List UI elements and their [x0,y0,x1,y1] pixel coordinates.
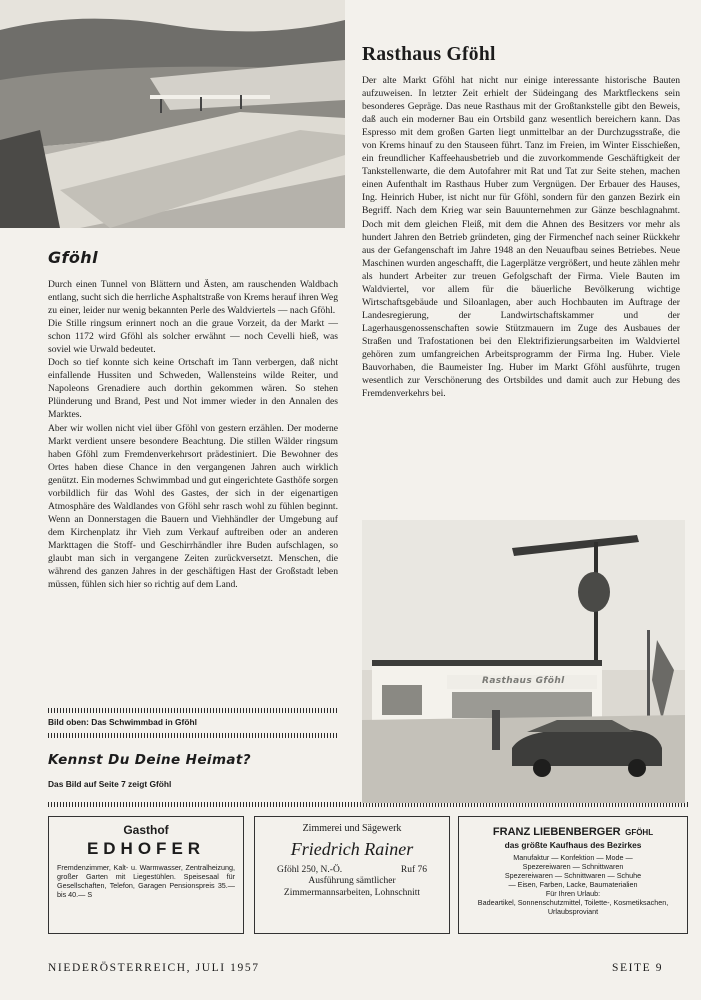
ad-edhofer-label: Gasthof [123,823,169,837]
heimat-title: Kennst Du Deine Heimat? [48,752,252,768]
gfoehl-paragraph-3: Doch so tief konnte sich keine Ortschaft im Tann verbergen, daß nicht einfallende Hussiten und Schweden, Wallensteins wilde Reiter, und Napoleons Grenadiere auch dorthin gekommen wären. So stehen Plünderung und Brand, Pest und Not immer wieder in den Annalen des Marktes. [48,357,338,421]
ad-rainer-text: Ausführung sämtlicher Zimmermannsarbeiten, Lohnschnitt [283,876,421,898]
photo-sign-text: Rasthaus Gföhl [482,676,565,686]
photo-swimming-pool [0,0,345,228]
ad-edhofer-name: EDHOFER [86,839,206,858]
ad-rainer-label: Zimmerei und Sägewerk [302,823,402,834]
ad-liebenberger-line1: Manufaktur — Konfektion — Mode — [513,853,633,862]
gfoehl-paragraph-2: Die Stille ringsum erinnert noch an die graue Vorzeit, da der Markt — schon 1172 wird Gföhl als solcher erwähnt — noch Cevelli hieß, was soviel wie Urwald bedeutet. [48,318,338,356]
rasthaus-title: Rasthaus Gföhl [362,44,496,65]
ad-rainer-phone: Ruf 76 [400,865,427,875]
divider-caption [48,708,338,713]
photo-caption: Bild oben: Das Schwimmbad in Gföhl [48,717,197,727]
ad-franz-liebenberger [458,816,688,934]
gfoehl-paragraph-4: Aber wir wollen nicht viel über Gföhl von gestern erzählen. Der moderne Markt verdient unsere besondere Beachtung. Die stillen Wälder ringsum haben Gföhl zum Fremdenverkehrsort prädestiniert. Die Bewohner des Ortes haben diese Chance in den vergangenen Jahren auch wirklich genützt. Ein modernes Schwimmbad und gut eingerichtete Gasthöfe sorgen vorbildlich für das Wohl des Gastes, der sich in der eigenartigen Atmosphäre des Waldlandes von Gföhl sehr rasch wohl zu fühlen beginnt. Wenn an Donnerstagen die Bauern und Viehhändler der Umgebung auf dem Kirchenplatz ihr Vieh zum Verkauf auftreiben oder an anderen Markttagen die Stoff- und Geschirrhändler ihre Buden aufschlagen, so glaubt man sich in vergangene Zeiten zurückversetzt. Menschen, die während des ganzen Jahres in der geschäftigen Hast der Großstadt leben müssen, fühlen sich hier so richtig auf dem Land. [48,422,338,591]
ad-rainer-name: Friedrich Rainer [290,839,414,859]
footer-page-number: SEITE 9 [612,962,664,974]
ad-rainer-address: Gföhl 250, N.-Ö. [277,865,343,875]
ad-liebenberger-line6: Badeartikel, Sonnenschutzmittel, Toilette-, Kosmetiksachen, Urlaubsproviant [477,898,669,916]
ad-liebenberger-line4: — Eisen, Farben, Lacke, Baumaterialien [508,880,638,889]
ad-rainer-contact [263,865,441,875]
photo-gas-station [362,520,685,803]
gfoehl-title: Gföhl [48,248,98,267]
heimat-subtitle: Das Bild auf Seite 7 zeigt Gföhl [48,779,172,789]
ad-liebenberger-line2: Spezereiwaren — Schnittwaren [522,862,624,871]
ad-liebenberger-name: FRANZ LIEBENBERGER [492,826,621,838]
footer-publication: NIEDERÖSTERREICH, JULI 1957 [48,962,260,974]
ad-liebenberger-line3: Spezereiwaren — Schnittwaren — Schuhe [504,871,642,880]
divider-heimat [48,733,338,738]
ad-liebenberger-place: GFÖHL [625,828,654,837]
ad-friedrich-rainer [254,816,450,934]
ad-gasthof-edhofer [48,816,244,934]
gfoehl-paragraph-1: Durch einen Tunnel von Blättern und Ästen, am rauschenden Waldbach entlang, sucht sich die herrliche Asphaltstraße von Krems herauf ihren Weg zu einer, leider nur wenig bekannten Perle des Waldviertels — nach Gföhl. [48,279,338,317]
ad-liebenberger-tagline: das größte Kaufhaus des Bezirkes [504,840,642,850]
rasthaus-text: Der alte Markt Gföhl hat nicht nur einige interessante historische Bauten aufzuweisen. In letzter Zeit erhielt der Südeingang des Marktfleckens sein besonderes Gepräge. Das neue Rasthaus mit der Großtankstelle gibt den Beweis, daß auch ein moderner Bau ein Ortsbild ganz wesentlich bereichern kann. Das Espresso mit dem großen Garten liegt unmittelbar an der Durchzugsstraße, die von Krems hinauf zu den Stauseen führt. Tanz im Freien, im Winter Eisschießen, ein freundlicher Kaffeehausbetrieb und die zuvorkommende Geschäftigkeit der Tankstellenwarte, die dem Autofahrer mit Rat und Tat zur Seite stehen, machen einen Aufenthalt im Rasthaus Huber zum Vergnügen. Der Erbauer des Hauses, Ing. Heinrich Huber, ist nicht nur für Gföhl, sondern für den ganzen Bezirk ein Begriff. Nach dem Krieg war sein Bauunternehmen zur Gänze beschlagnahmt. Doch mit dem gleichen Fleiß, mit dem die Ahnen des Besitzers vor mehr als hundert Jahren den Betrieb gründeten, ging der Firmenchef nach seiner Rückkehr aus der Gefangenschaft im Jahre 1948 an den Neuaufbau seines Betriebes. Neue Maschinen wurden angeschafft, die Lagerplätze vergrößert, und heute zählen mehr als hundert Arbeiter zur treuen Gefolgschaft der Firma. Viele Bauten im Waldviertel, vor allem für die bäuerliche Bevölkerung wichtige Wirtschaftsgebäude und Siloanlagen, aber auch Hochbauten im Auftrage der Landesregierung, der Landwirtschaftskammer und der Lagerhausgenossenschaften sowie Stützmauern im Zuge des Ausbaues der Straßen und Trafostationen bei den Elektrifizierungsarbeiten im Waldviertel gehören zum umfangreichen Arbeitsprogramm der Firma Ing. Huber. Viele Bauvorhaben, die Baumeister Ing. Huber im Markt Gföhl ausführte, trugen wesentlich zur Verschönerung des Ortsbildes und damit auch zur Hebung des Fremdenverkehrs bei. [362,75,680,400]
ad-liebenberger-header [466,822,680,840]
ad-edhofer-text: Fremdenzimmer, Kalt- u. Warmwasser, Zentralheizung, großer Garten mit Liegestühlen. Speisesaal für Gesellschaften, Telefon, Garagen Pensionspreis 35.— bis 40.— S [57,863,235,899]
gfoehl-text [48,278,338,591]
ad-liebenberger-line5: Für Ihren Urlaub: [545,889,601,898]
